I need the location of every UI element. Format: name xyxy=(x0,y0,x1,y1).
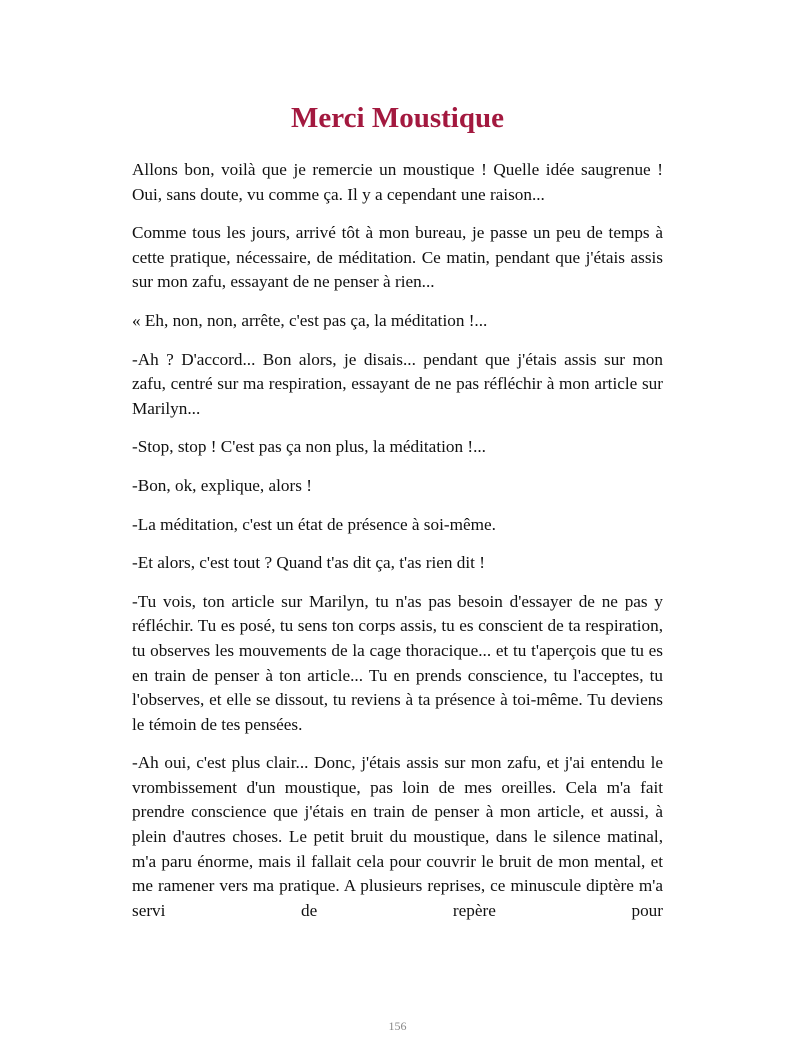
paragraph-6: -Bon, ok, explique, alors ! xyxy=(132,475,312,495)
page-title: Merci Moustique xyxy=(291,102,504,134)
paragraph-2: Comme tous les jours, arrivé tôt à mon bureau, je passe un peu de temps à cette pratique, nécessaire, de méditation. Ce matin, pendant que j'étais assis sur mon zafu, essayant de ne penser à rien... xyxy=(132,223,663,292)
paragraph-8: -Et alors, c'est tout ? Quand t'as dit ça, t'as rien dit ! xyxy=(132,553,485,573)
paragraph-3: « Eh, non, non, arrête, c'est pas ça, la méditation !... xyxy=(132,310,488,330)
paragraph-1: Allons bon, voilà que je remercie un moustique ! Quelle idée saugrenue ! Oui, sans doute, vu comme ça. Il y a cependant une raison... xyxy=(132,160,663,204)
page-number: 156 xyxy=(388,1019,407,1033)
paragraph-5: -Stop, stop ! C'est pas ça non plus, la méditation !... xyxy=(132,437,486,457)
paragraph-10: -Ah oui, c'est plus clair... Donc, j'étais assis sur mon zafu, et j'ai entendu le vrombissement d'un moustique, pas loin de mes oreilles. Cela m'a fait prendre conscience que j'étais en train de penser à mon article, et aussi, à plein d'autres choses. Le petit bruit du moustique, dans le silence matinal, m'a paru énorme, mais il fallait cela pour couvrir le bruit de mon mental, et me ramener vers ma pratique. A plusieurs reprises, ce minuscule diptère m'a servi de repère pour xyxy=(132,753,663,920)
paragraph-9: -Tu vois, ton article sur Marilyn, tu n'as pas besoin d'essayer de ne pas y réfléchir. Tu es posé, tu sens ton corps assis, tu es conscient de ta respiration, tu observes les mouvements de la cage thoracique... et tu t'aperçois que tu es en train de penser à ton article... Tu en prends conscience, tu l'acceptes, tu l'observes, et elle se dissout, tu reviens à ta présence à toi-même. Tu deviens le témoin de tes pensées. xyxy=(132,591,663,734)
body-text xyxy=(132,158,663,937)
paragraph-7: -La méditation, c'est un état de présence à soi-même. xyxy=(132,514,496,534)
paragraph-4: -Ah ? D'accord... Bon alors, je disais... pendant que j'étais assis sur mon zafu, centré sur ma respiration, essayant de ne pas réfléchir à mon article sur Marilyn... xyxy=(132,349,663,418)
